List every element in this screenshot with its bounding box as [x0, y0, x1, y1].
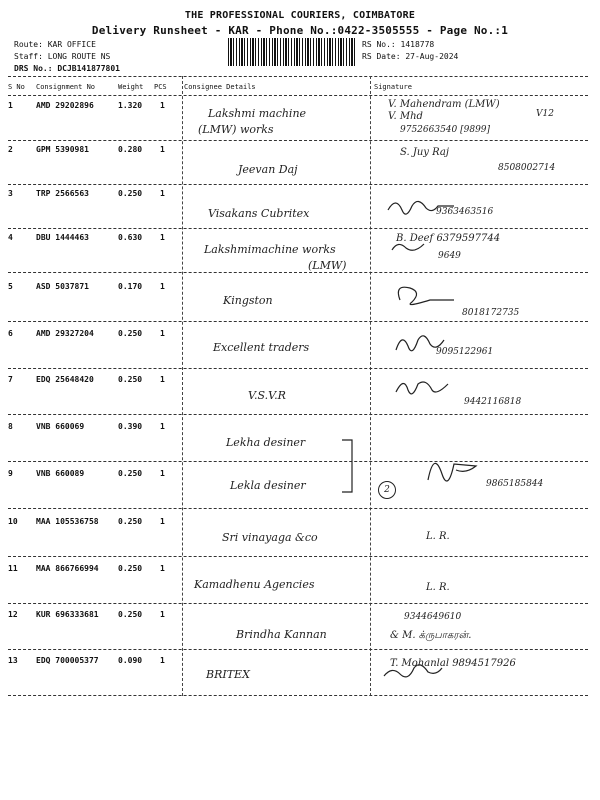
row-pcs: 1 — [160, 101, 165, 110]
row-divider — [8, 508, 588, 509]
col-weight: Weight — [118, 83, 144, 91]
table-row — [8, 465, 588, 509]
row-weight: 0.250 — [118, 564, 143, 573]
rs-date: RS Date: 27-Aug-2024 — [362, 52, 459, 61]
row-pcs: 1 — [160, 189, 165, 198]
row-consignee-handwritten: Sri vinayaga &co — [222, 531, 318, 544]
company-title: THE PROFESSIONAL COURIERS, COIMBATORE — [184, 10, 416, 21]
row-consignment-number: GPM 5390981 — [36, 145, 89, 154]
row-sno: 1 — [8, 101, 13, 110]
row-consignee-handwritten: Lakshmi machine — [208, 107, 307, 120]
row-signature-handwritten: 8018172735 — [462, 308, 520, 318]
row-sno: 7 — [8, 375, 13, 384]
row-signature-handwritten: 9865185844 — [486, 479, 544, 489]
row-pcs: 1 — [160, 329, 165, 338]
row-sno: 2 — [8, 145, 13, 154]
row-signature-handwritten: T. Mohanlal 9894517926 — [390, 658, 516, 669]
row-consignee-handwritten: Excellent traders — [213, 341, 310, 354]
row-weight: 0.390 — [118, 422, 143, 431]
row-signature-handwritten: 9442116818 — [464, 397, 522, 407]
drs-number: DRS No.: DCJB141877801 — [14, 64, 120, 73]
row-consignee-handwritten: BRITEX — [206, 668, 250, 681]
row-consignment-number: KUR 696333681 — [36, 610, 99, 619]
table-row — [8, 185, 588, 229]
row-divider — [8, 695, 588, 696]
row-weight: 0.280 — [118, 145, 143, 154]
row-divider — [8, 556, 588, 557]
row-consignee-handwritten: V.S.V.R — [248, 389, 286, 402]
table-row — [8, 606, 588, 650]
row-pcs: 1 — [160, 517, 165, 526]
row-divider — [8, 368, 588, 369]
row-weight: 0.170 — [118, 282, 143, 291]
row-signature-handwritten: & M. க்ருபாகரன். — [390, 630, 472, 641]
row-sno: 3 — [8, 189, 13, 198]
row-consignee-handwritten: Kamadhenu Agencies — [194, 578, 315, 591]
row-signature-handwritten: 9344649610 — [404, 612, 462, 622]
row-divider — [8, 461, 588, 462]
header-divider-top — [8, 76, 588, 77]
row-weight: 0.250 — [118, 189, 143, 198]
column-header-row — [8, 83, 588, 95]
table-row — [8, 97, 588, 141]
row-pcs: 1 — [160, 610, 165, 619]
row-consignment-number: TRP 2566563 — [36, 189, 89, 198]
row-signature-handwritten: V. Mhd — [388, 111, 423, 122]
col-sno: S No — [8, 83, 25, 91]
row-sno: 5 — [8, 282, 13, 291]
barcode — [228, 38, 356, 66]
route-label: Route: KAR OFFICE — [14, 40, 96, 49]
row-sno: 12 — [8, 610, 18, 619]
row-pcs: 1 — [160, 564, 165, 573]
row-signature-handwritten: 8508002714 — [498, 163, 556, 173]
table-row — [8, 560, 588, 604]
table-row — [8, 325, 588, 369]
row-divider — [8, 649, 588, 650]
row-sno: 9 — [8, 469, 13, 478]
col-consignment: Consignment No — [36, 83, 96, 91]
row-consignee-handwritten: Jeevan Daj — [238, 163, 298, 176]
col-signature: Signature — [374, 83, 412, 91]
table-row — [8, 278, 588, 322]
row-signature-handwritten: L. R. — [426, 582, 450, 593]
row-weight: 0.250 — [118, 517, 143, 526]
table-row — [8, 141, 588, 185]
row-signature-handwritten: S. Juy Raj — [400, 147, 449, 158]
row-consignment-number: DBU 1444463 — [36, 233, 89, 242]
rs-number: RS No.: 1418778 — [362, 40, 435, 49]
row-weight: 0.250 — [118, 375, 143, 384]
table-row — [8, 513, 588, 557]
table-row — [8, 229, 588, 273]
row-weight: 0.090 — [118, 656, 143, 665]
row-sno: 4 — [8, 233, 13, 242]
table-row — [8, 371, 588, 415]
row-signature-handwritten: B. Deef 6379597744 — [396, 233, 501, 244]
row-consignment-number: AMD 29202896 — [36, 101, 94, 110]
row-weight: 0.250 — [118, 610, 143, 619]
row-signature-handwritten: L. R. — [426, 531, 450, 542]
row-sno: 11 — [8, 564, 18, 573]
row-annotation: V12 — [536, 109, 554, 119]
table-row — [8, 652, 588, 696]
row-weight: 1.320 — [118, 101, 143, 110]
row-consignment-number: ASD 5037871 — [36, 282, 89, 291]
row-consignment-number: VNB 660069 — [36, 422, 85, 431]
row-sno: 13 — [8, 656, 18, 665]
runsheet-title: Delivery Runsheet - KAR - Phone No.:0422-3505555 - Page No.:1 — [91, 24, 509, 37]
header-divider-bottom — [8, 95, 588, 96]
row-consignee-handwritten: (LMW) — [308, 259, 347, 272]
row-weight: 0.250 — [118, 469, 143, 478]
row-pcs: 1 — [160, 422, 165, 431]
row-consignee-handwritten: Lekha desiner — [226, 436, 306, 449]
row-consignee-handwritten: Lakshmimachine works — [204, 243, 336, 256]
row-sno: 6 — [8, 329, 13, 338]
col-pcs: PCS — [154, 83, 167, 91]
row-signature-handwritten: 9752663540 [9899] — [400, 125, 491, 135]
row-consignee-handwritten: Kingston — [223, 294, 273, 307]
table-row — [8, 418, 588, 462]
row-pcs: 1 — [160, 469, 165, 478]
row-pcs: 1 — [160, 145, 165, 154]
row-signature-handwritten: 9649 — [438, 251, 461, 261]
row-pcs: 1 — [160, 375, 165, 384]
row-consignee-handwritten: (LMW) works — [198, 123, 274, 136]
row-pcs: 1 — [160, 233, 165, 242]
row-signature-handwritten: 9363463516 — [436, 207, 494, 217]
row-pcs: 1 — [160, 656, 165, 665]
row-sno: 8 — [8, 422, 13, 431]
row-weight: 0.630 — [118, 233, 143, 242]
row-consignment-number: AMD 29327204 — [36, 329, 94, 338]
row-consignment-number: EDQ 700005377 — [36, 656, 99, 665]
row-consignee-handwritten: Visakans Cubritex — [208, 207, 310, 220]
row-consignee-handwritten: Brindha Kannan — [236, 628, 327, 641]
row-consignment-number: VNB 660089 — [36, 469, 85, 478]
row-annotation-circled: 2 — [378, 481, 396, 499]
col-consignee: Consignee Details — [184, 83, 256, 91]
row-consignment-number: MAA 866766994 — [36, 564, 99, 573]
row-consignment-number: MAA 105536758 — [36, 517, 99, 526]
row-sno: 10 — [8, 517, 18, 526]
row-consignee-handwritten: Lekla desiner — [230, 479, 306, 492]
row-consignment-number: EDQ 25648420 — [36, 375, 94, 384]
row-divider — [8, 272, 588, 273]
row-pcs: 1 — [160, 282, 165, 291]
row-divider — [8, 603, 588, 604]
row-signature-handwritten: V. Mahendram (LMW) — [388, 99, 500, 110]
row-divider — [8, 321, 588, 322]
row-divider — [8, 414, 588, 415]
staff-label: Staff: LONG ROUTE NS — [14, 52, 111, 61]
row-signature-handwritten: 9095122961 — [436, 347, 494, 357]
row-weight: 0.250 — [118, 329, 143, 338]
